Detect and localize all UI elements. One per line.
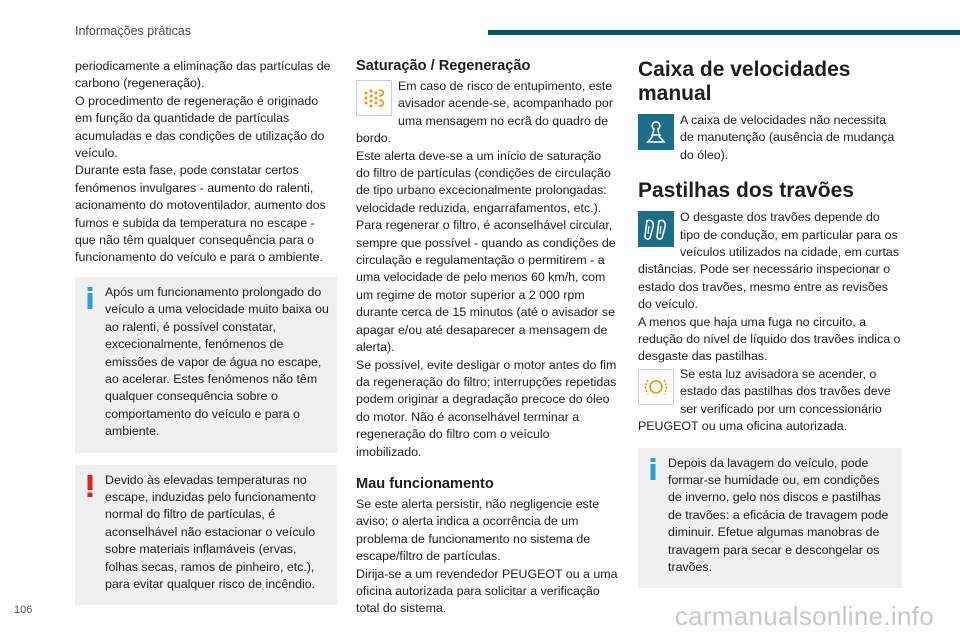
column-2	[356, 58, 618, 618]
column-3	[638, 58, 902, 588]
watermark: carmanualsonline.info	[674, 601, 934, 631]
info-note	[638, 448, 902, 589]
section-heading: Saturação / Regeneração	[356, 58, 531, 74]
paragraph: Se este alerta persistir, não negligencie este aviso; o alerta indica a ocorrência de um problema de funcionamento no sistema de escape/filtro de partículas.	[356, 496, 600, 564]
paragraph: Este alerta deve-se a um início de saturação do filtro de partículas (condições de circulação de tipo urbano excecionalmente prolongadas: velocidade reduzida, engarrafamentos, etc.).	[356, 148, 611, 215]
paragraph: A menos que haja uma fuga no circuito, a redução do nível de líquido dos travões indica o desgaste das pastilhas.	[638, 314, 901, 364]
paragraph: Para regenerar o filtro, é aconselhável circular, sempre que possível - quando as condições de circulação e regulamentação o permitirem - a uma velocidade de pelo menos 60 km/h, com um regime de motor superior a 2 000 rpm durante cerca de 15 minutos (até o avisador se apagar e/ou até desaparecer a mensagem de alerta).	[356, 218, 616, 355]
page-number: 106	[14, 604, 33, 616]
header-accent-bar	[488, 30, 960, 35]
info-note	[75, 277, 337, 453]
section-heading: Mau funcionamento	[356, 475, 494, 492]
running-header: Informações práticas	[75, 24, 192, 38]
column-1	[75, 58, 337, 605]
warning-note	[75, 465, 337, 606]
paragraph: A caixa de velocidades não necessita de manutenção (ausência de mudança do óleo).	[680, 113, 895, 162]
paragraph: Se possível, evite desligar o motor antes do fim da regeneração do filtro; interrupções repetidas podem originar a degradação precoce do óleo do motor. Não é aconselhável terminar a regeneração do filtro com o veículo imobilizado.	[356, 357, 617, 459]
warning-note-text: Devido às elevadas temperaturas no escape, induzidas pelo funcionamento normal do filtro de partículas, é aconselhável não estacionar o veículo sobre materiais inflamáveis (ervas, folhas secas, ramos de pinheiro, etc.), para evitar qualquer risco de incêndio.	[105, 472, 316, 591]
info-icon	[86, 287, 94, 314]
paragraph: O desgaste dos travões depende do tipo de condução, em particular para os veículos utilizados na cidade, em curtas distâncias. Pode ser necessário inspecionar o estado dos travões, mesmo entre as revisões do veículo.	[638, 210, 900, 312]
brake-pads-icon	[638, 211, 674, 247]
paragraph: O procedimento de regeneração é originado em função da quantidade de partículas acumuladas e das condições de utilização do veículo.	[75, 93, 325, 161]
info-note-text: Depois da lavagem do veículo, pode formar-se humidade ou, em condições de inverno, gelo nos discos e pastilhas de travões: a eficácia de travagem pode diminuir. Efetue algumas manobras de travagem para secar e descongelar os travões.	[668, 455, 889, 574]
info-note-text: Após um funcionamento prolongado do veículo a uma velocidade muito baixa ou ao ralenti, é possível constatar, excecionalmente, fenómenos de emissões de vapor de água no escape, ao acelerar. Estes fenómenos não têm qualquer consequência sobre o comportamento do veículo e para o ambiente.	[105, 284, 329, 439]
paragraph: Dirija-se a um revendedor PEUGEOT ou a uma oficina autorizada para solicitar a verificação total do sistema.	[356, 566, 618, 616]
warning-icon	[86, 475, 94, 502]
brake-wear-lamp-icon	[638, 369, 674, 405]
paragraph: Durante esta fase, pode constatar certos fenómenos invulgares - aumento do ralenti, acionamento do motoventilador, aumento dos fumos e subida da temperatura no escape - que não têm qualquer consequência para o funcionamento do veículo e para o ambiente.	[75, 163, 326, 265]
paragraph: periodicamente a eliminação das partículas de carbono (regeneração).	[75, 59, 331, 91]
paragraph: Em caso de risco de entupimento, este avisador acende-se, acompanhado por uma mensagem no ecrã do quadro de bordo.	[356, 79, 613, 146]
paragraph: Se esta luz avisadora se acender, o estado das pastilhas dos travões deve ser verificado por um concessionário PEUGEOT ou uma oficina autorizada.	[638, 366, 891, 434]
gearbox-icon	[638, 114, 674, 150]
particle-filter-lamp-icon	[356, 80, 392, 116]
section-heading: Pastilhas dos travões	[638, 179, 854, 203]
section-heading: Caixa de velocidades manual	[638, 58, 851, 105]
info-icon	[649, 458, 657, 485]
